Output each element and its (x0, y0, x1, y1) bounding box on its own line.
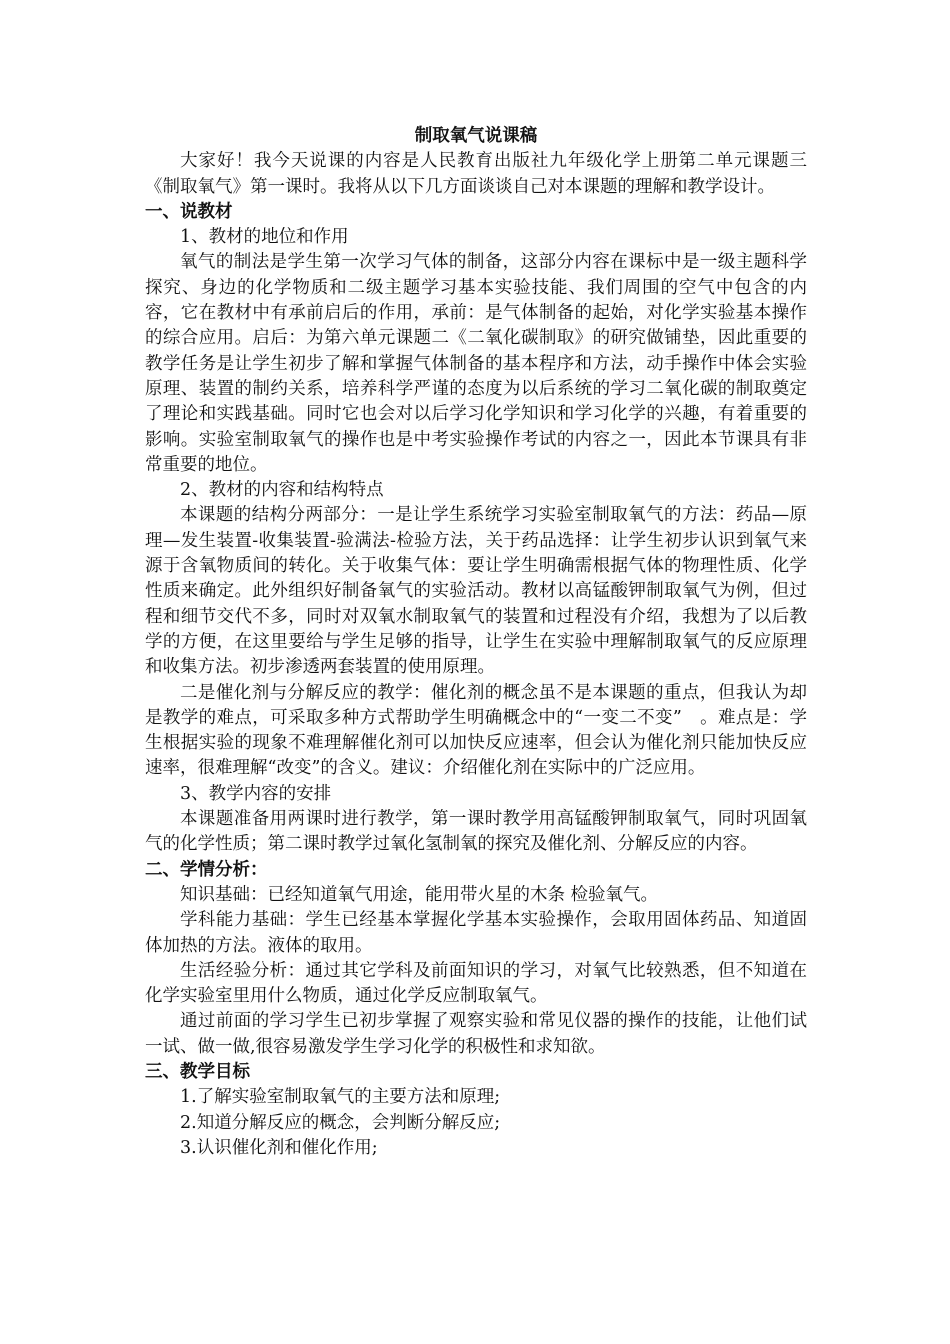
paragraph-status-role: 氧气的制法是学生第一次学习气体的制备，这部分内容在课标中是一级主题科学探究、身边的化学物质和二级主题学习基本实验技能、我们周围的空气中包含的内容，它在教材中有承前启后的作用，承前：是气体制备的起始，对化学实验基本操作的综合应用。启后：为第六单元课题二《二氧化碳制取》的研究做铺垫，因此重要的教学任务是让学生初步了解和掌握气体制备的基本程序和方法，动手操作中体会实验原理、装置的制约关系，培养科学严谨的态度为以后系统的学习二氧化碳的制取奠定了理论和实践基础。同时它也会对以后学习化学知识和学习化学的兴趣，有着重要的影响。实验室制取氧气的操作也是中考实验操作考试的内容之一，因此本节课具有非常重要的地位。 (145, 252, 807, 475)
document-page (145, 124, 807, 1161)
paragraph-knowledge-base: 知识基础：已经知道氧气用途，能用带火星的木条 检验氧气。 (180, 884, 659, 905)
objective-item: 1.了解实验室制取氧气的主要方法和原理; (180, 1087, 501, 1108)
paragraph-structure-part2: 二是催化剂与分解反应的教学：催化剂的概念虽不是本课题的重点，但我认为却是教学的难点，可采取多种方式帮助学生明确概念中的“一变二不变” 。难点是：学生根据实验的现象不难理解催化剂可以加快反应速率，但会认为催化剂只能加快反应速率，很难理解“改变”的含义。建议：介绍催化剂在实际中的广泛应用。 (145, 682, 807, 779)
paragraph-motivation: 通过前面的学习学生已初步掌握了观察实验和常见仪器的操作的技能，让他们试一试、做一做,很容易激发学生学习化学的积极性和求知欲。 (145, 1011, 807, 1057)
subheading-arrangement: 3、教学内容的安排 (180, 783, 332, 804)
paragraph-ability-base: 学科能力基础：学生已经基本掌握化学基本实验操作，会取用固体药品、知道固体加热的方法。液体的取用。 (145, 910, 807, 956)
document-title: 制取氧气说课稿 (414, 126, 538, 146)
objective-item: 3.认识催化剂和催化作用; (180, 1137, 378, 1158)
paragraph-structure-part1: 本课题的结构分两部分：一是让学生系统学习实验室制取氧气的方法：药品—原理—发生装置-收集装置-验满法-检验方法，关于药品选择：让学生初步认识到氧气来源于含氧物质间的转化。关于收集气体：要让学生明确需根据气体的物理性质、化学性质来确定。此外组织好制备氧气的实验活动。教材以高锰酸钾制取氧气为例，但过程和细节交代不多，同时对双氧水制取氧气的装置和过程没有介绍，我想为了以后教学的方便，在这里要给与学生足够的指导，让学生在实验中理解制取氧气的反应原理和收集方法。初步渗透两套装置的使用原理。 (145, 505, 807, 678)
section-heading-objectives: 三、教学目标 (145, 1061, 250, 1082)
subheading-status-role: 1、教材的地位和作用 (180, 227, 349, 248)
intro-paragraph: 大家好！我今天说课的内容是人民教育出版社九年级化学上册第二单元课题三《制取氧气》第一课时。我将从以下几方面谈谈自己对本课题的理解和教学设计。 (145, 151, 807, 197)
paragraph-arrangement: 本课题准备用两课时进行教学，第一课时教学用高锰酸钾制取氧气，同时巩固氧气的化学性质；第二课时教学过氧化氢制氧的探究及催化剂、分解反应的内容。 (145, 809, 807, 855)
section-heading-learner-analysis: 二、学情分析： (145, 859, 268, 880)
paragraph-life-experience: 生活经验分析：通过其它学科及前面知识的学习，对氧气比较熟悉，但不知道在化学实验室里用什么物质，通过化学反应制取氧气。 (145, 960, 807, 1007)
objective-item: 2.知道分解反应的概念，会判断分解反应; (180, 1112, 501, 1133)
section-heading-textbook: 一、说教材 (145, 201, 233, 222)
subheading-content-structure: 2、教材的内容和结构特点 (180, 480, 384, 501)
